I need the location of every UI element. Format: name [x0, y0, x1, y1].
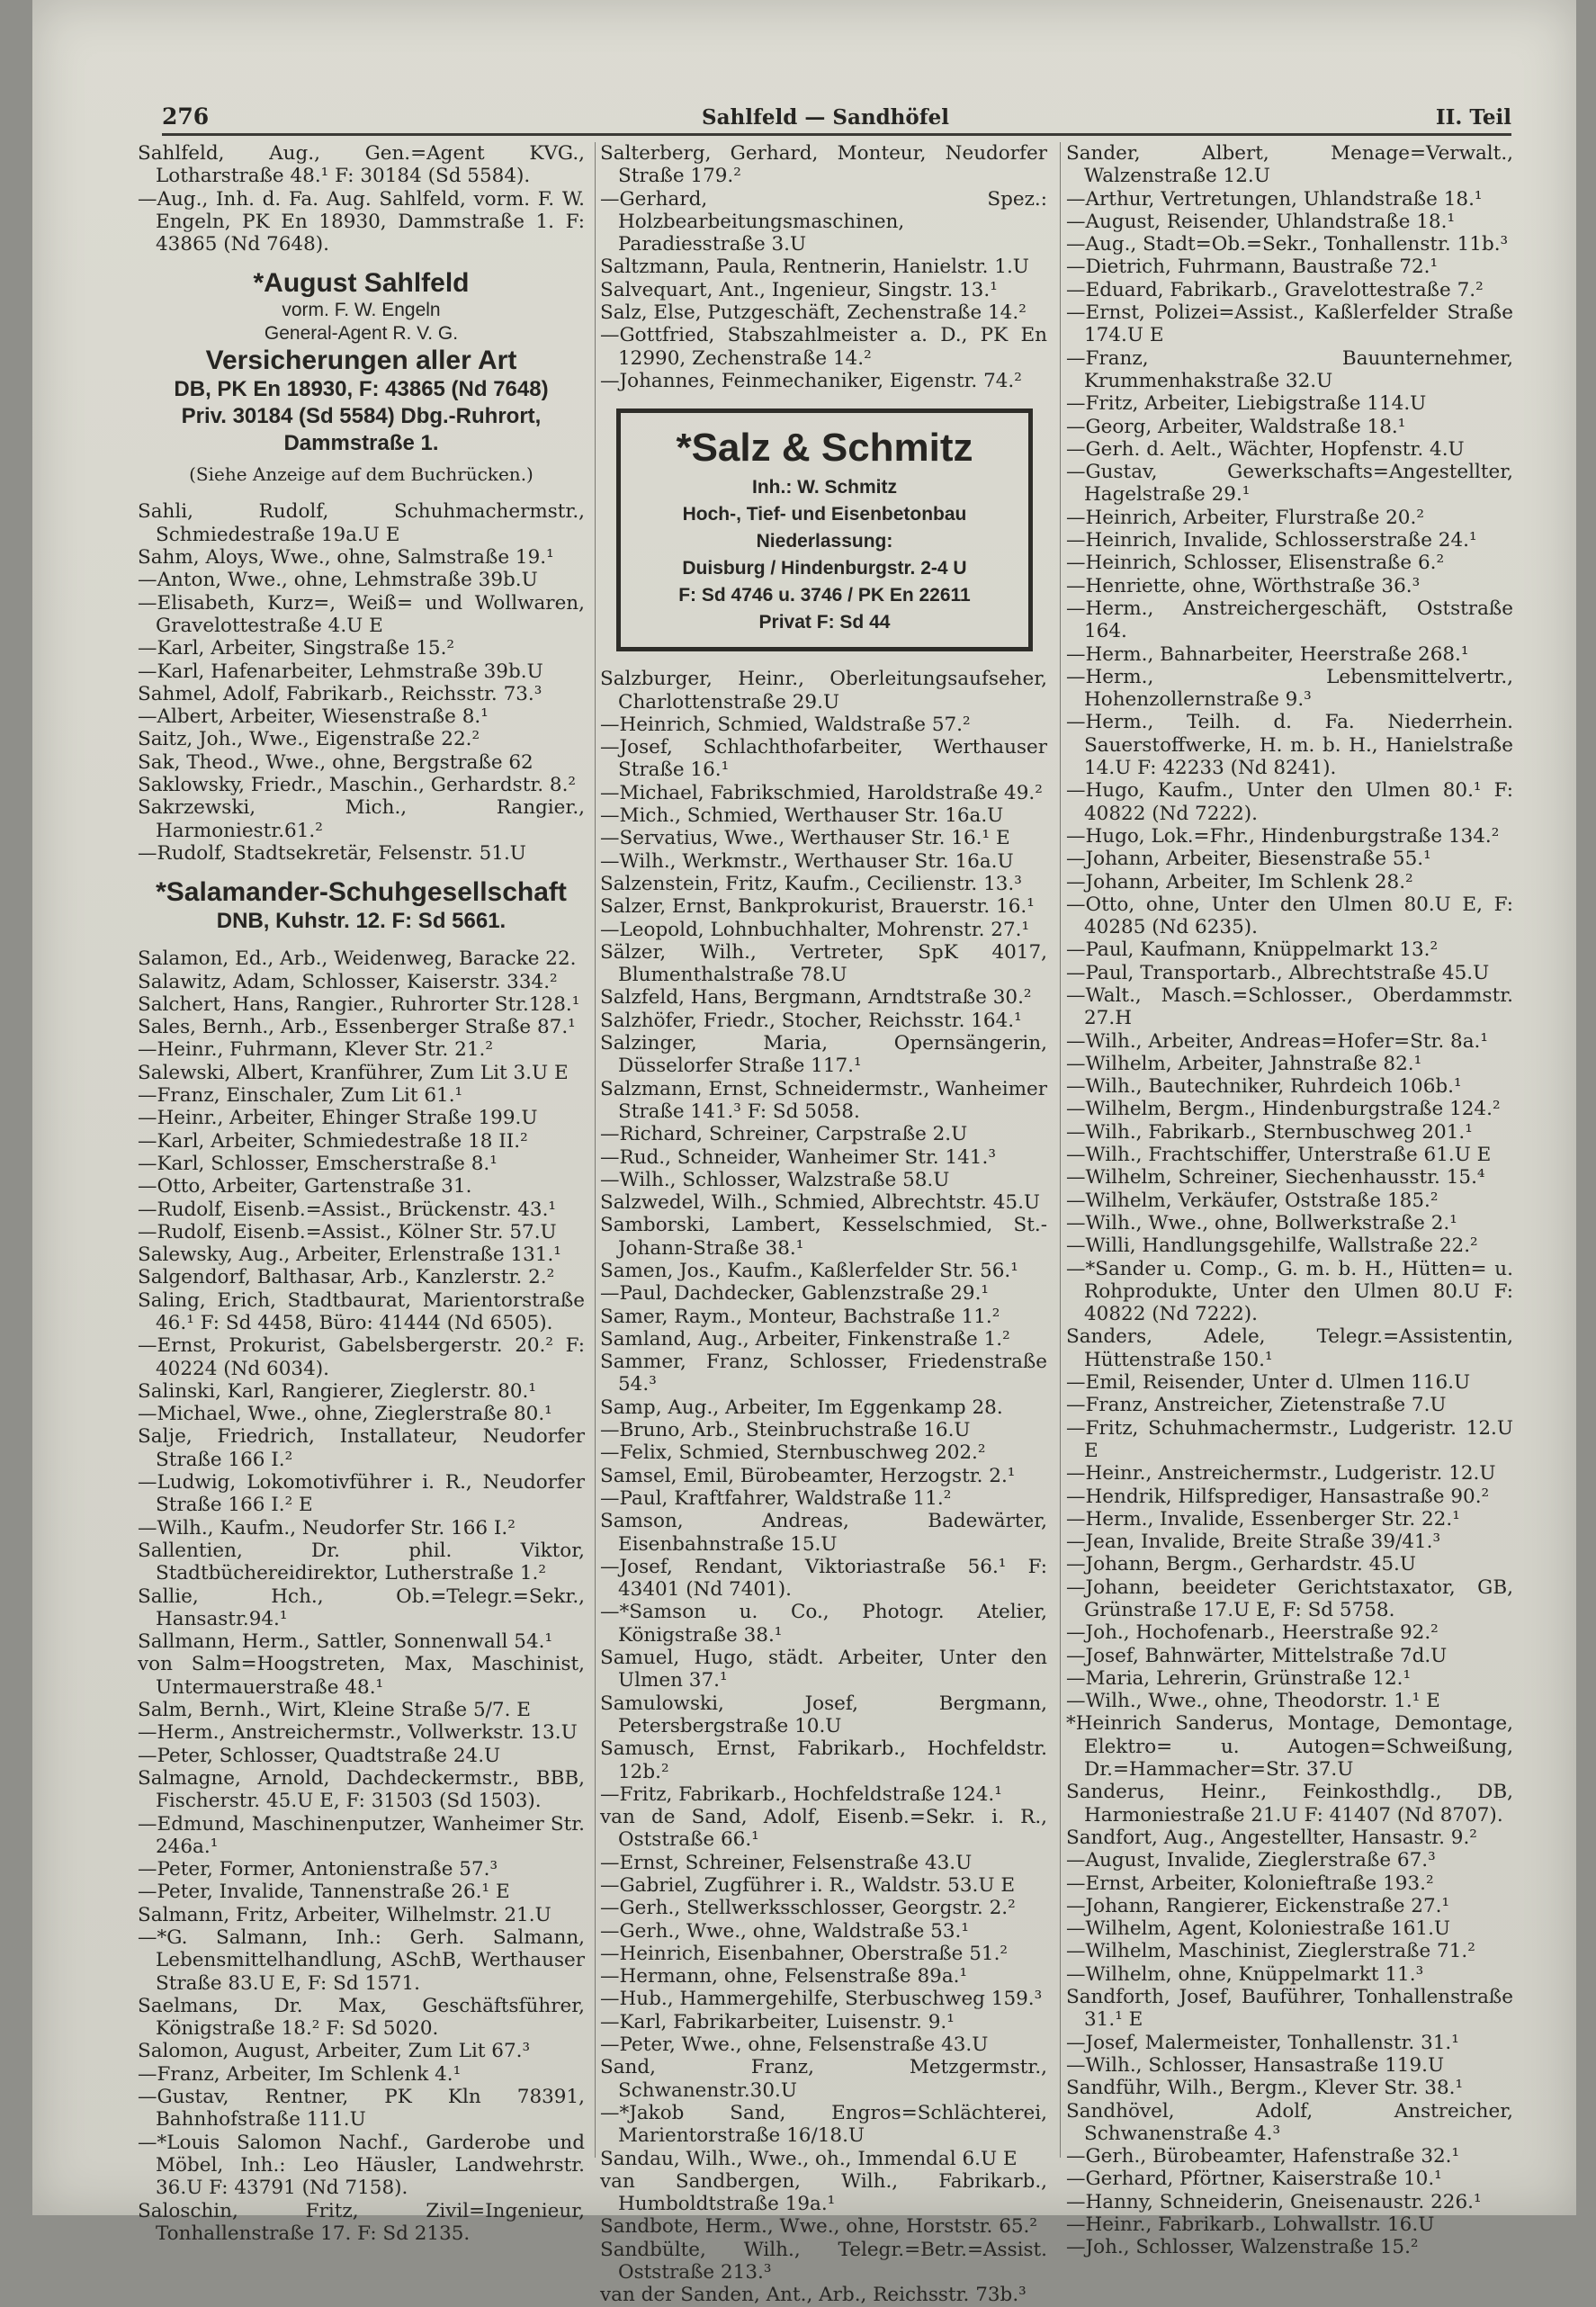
directory-entry: —Heinrich, Schlosser, Elisenstraße 6.²	[1066, 552, 1445, 575]
directory-entry: —Herm., Invalide, Essenberger Str. 22.¹	[1066, 1507, 1460, 1531]
directory-entry: —Franz, Arbeiter, Im Schlenk 4.¹	[138, 2062, 462, 2086]
advert-trade: Hoch-, Tief- und Eisenbetonbau	[682, 504, 967, 525]
directory-entry: —Georg, Arbeiter, Waldstraße 18.¹	[1066, 415, 1406, 438]
directory-entry: —Johann, beeideter Gerichtstaxator, GB, Grünstraße 17.U E, F: Sd 5758.	[1066, 1575, 1513, 1621]
directory-entry: —Ludwig, Lokomotivführer i. R., Neudorfer Straße 166 I.² E	[138, 1471, 585, 1517]
advert-agent: General-Agent R. V. G.	[264, 323, 459, 345]
directory-entry: —Wilh., Schlosser, Hansastraße 119.U	[1066, 2053, 1445, 2077]
directory-entry: —Wilh., Frachtschiffer, Unterstraße 61.U E	[1066, 1144, 1492, 1167]
directory-entry: Samer, Raym., Monteur, Bachstraße 11.²	[600, 1305, 1000, 1328]
directory-entry: Sandfort, Aug., Angestellter, Hansastr. 9.²	[1066, 1826, 1477, 1849]
directory-entry: —Hendrik, Hilfsprediger, Hansastraße 90.²	[1066, 1485, 1490, 1508]
directory-entry: —Edmund, Maschinenputzer, Wanheimer Str. 246a.¹	[138, 1812, 585, 1858]
directory-entry: —Wilhelm, Verkäufer, Oststraße 185.²	[1066, 1189, 1439, 1212]
directory-entry: Samp, Aug., Arbeiter, Im Eggenkamp 28.	[600, 1396, 1003, 1419]
directory-entry: —Otto, Arbeiter, Gartenstraße 31.	[138, 1175, 472, 1198]
advert-private: Privat F: Sd 44	[758, 612, 891, 633]
directory-entry: —Johann, Bergm., Gerhardstr. 45.U	[1066, 1553, 1416, 1576]
advert-vorm: vorm. F. W. Engeln	[282, 300, 441, 321]
directory-entry: Sandbote, Herm., Wwe., ohne, Horststr. 65.²	[600, 2215, 1038, 2239]
directory-entry: Saltzmann, Paula, Rentnerin, Hanielstr. 1.U	[600, 256, 1029, 279]
directory-entry: —Ernst, Arbeiter, Kolonieftraße 193.²	[1066, 1872, 1434, 1895]
directory-entry: —Henriette, ohne, Wörthstraße 36.³	[1066, 574, 1421, 597]
directory-entry: Salzwedel, Wilh., Schmied, Albrechtstr. 45.U	[600, 1191, 1041, 1215]
directory-entry: Salm, Bernh., Wirt, Kleine Straße 5/7. E	[138, 1699, 531, 1722]
column-divider	[595, 142, 596, 2158]
directory-entry: —Gustav, Gewerkschafts=Angestellter, Hagelstraße 29.¹	[1066, 461, 1513, 507]
directory-entry: —Rudolf, Eisenb.=Assist., Kölner Str. 57.U	[138, 1220, 557, 1243]
directory-entry: —Heinrich, Eisenbahner, Oberstraße 51.²	[600, 1942, 1009, 1965]
directory-entry: Sandau, Wilh., Wwe., oh., Immendal 6.U E	[600, 2147, 1018, 2170]
directory-entry: Salterberg, Gerhard, Monteur, Neudorfer Straße 179.²	[600, 142, 1047, 188]
column-2	[600, 142, 1047, 2307]
directory-entry: van de Sand, Adolf, Eisenb.=Sekr. i. R., Oststraße 66.¹	[600, 1806, 1047, 1852]
directory-entry: —Albert, Arbeiter, Wiesenstraße 8.¹	[138, 705, 489, 729]
directory-entry: —*Samson u. Co., Photogr. Atelier, Königstraße 38.¹	[600, 1601, 1047, 1647]
directory-entry: —Wilhelm, ohne, Knüppelmarkt 11.³	[1066, 1962, 1424, 1986]
directory-entry: —Herm., Teilh. d. Fa. Niederrhein. Sauerstoffwerke, H. m. b. H., Hanielstraße 14.U F: 42233 (Nd 8241).	[1066, 711, 1513, 780]
directory-entry: Sahlfeld, Aug., Gen.=Agent KVG., Lotharstraße 48.¹ F: 30184 (Sd 5584).	[138, 142, 585, 188]
directory-entry: —Wilh., Schlosser, Walzstraße 58.U	[600, 1168, 950, 1191]
directory-entry: Salgendorf, Balthasar, Arb., Kanzlerstr. 2.²	[138, 1266, 555, 1289]
directory-entry: —Gustav, Rentner, PK Kln 78391, Bahnhofstraße 111.U	[138, 2086, 585, 2132]
directory-entry: —Fritz, Arbeiter, Liebigstraße 114.U	[1066, 392, 1427, 416]
directory-entry: —Josef, Bahnwärter, Mittelstraße 7d.U	[1066, 1644, 1448, 1667]
directory-entry: Salvequart, Ant., Ingenieur, Singstr. 13.¹	[600, 278, 998, 301]
directory-entry: Salchert, Hans, Rangier., Ruhrorter Str.128.¹	[138, 992, 580, 1016]
directory-entry: Salje, Friedrich, Installateur, Neudorfer Straße 166 I.²	[138, 1425, 585, 1471]
directory-entry: —Mich., Schmied, Werthauser Str. 16a.U	[600, 804, 1004, 828]
directory-entry: —Wilh., Bautechniker, Ruhrdeich 106b.¹	[1066, 1075, 1462, 1099]
directory-entry: —Rudolf, Eisenb.=Assist., Brückenstr. 43.¹	[138, 1198, 557, 1221]
directory-entry: —Wilhelm, Bergm., Hindenburgstraße 124.²	[1066, 1098, 1501, 1121]
advert-branch: Niederlassung:	[756, 531, 893, 552]
advert-line: DNB, Kuhstr. 12. F: Sd 5661.	[216, 909, 507, 934]
directory-entry: —Herm., Anstreichergeschäft, Oststraße 164.	[1066, 597, 1513, 643]
directory-entry: —Herm., Bahnarbeiter, Heerstraße 268.¹	[1066, 642, 1469, 666]
directory-entry: —Dietrich, Fuhrmann, Baustraße 72.¹	[1066, 256, 1439, 279]
directory-entry: —Heinrich, Arbeiter, Flurstraße 20.²	[1066, 506, 1424, 529]
directory-entry: van der Sanden, Ant., Arb., Reichsstr. 73b.³	[600, 2284, 1027, 2307]
directory-entry: —Josef, Rendant, Viktoriastraße 56.¹ F: 43401 (Nd 7401).	[600, 1555, 1047, 1602]
directory-entry: —Ernst, Schreiner, Felsenstraße 43.U	[600, 1851, 973, 1874]
directory-entry: —Joh., Hochofenarb., Heerstraße 92.²	[1066, 1621, 1439, 1645]
directory-entry: Sandbülte, Wilh., Telegr.=Betr.=Assist. Oststraße 213.³	[600, 2238, 1047, 2285]
directory-entry: —Richard, Schreiner, Carpstraße 2.U	[600, 1123, 968, 1146]
directory-entry: Salzinger, Maria, Opernsängerin, Düsselorfer Straße 117.¹	[600, 1032, 1047, 1078]
directory-entry: Sandführ, Wilh., Bergm., Klever Str. 38.¹	[1066, 2077, 1464, 2100]
directory-entry: Sanderus, Heinr., Feinkosthdlg., DB, Harmoniestraße 21.U F: 41407 (Nd 8707).	[1066, 1781, 1513, 1827]
directory-entry: —Paul, Transportarb., Albrechtstraße 45.U	[1066, 961, 1490, 984]
directory-entry: *Heinrich Sanderus, Montage, Demontage, Elektro= u. Autogen=Schweißung, Dr.=Hammacher=Str. 37.U	[1066, 1712, 1513, 1782]
directory-entry: —Rudolf, Stadtsekretär, Felsenstr. 51.U	[138, 841, 526, 865]
directory-entry: —Ernst, Polizei=Assist., Kaßlerfelder Straße 174.U E	[1066, 301, 1513, 347]
directory-entry: —Felix, Schmied, Sternbuschweg 202.²	[600, 1441, 986, 1465]
directory-entry: von Salm=Hoogstreten, Max, Maschinist, Untermauerstraße 48.¹	[138, 1653, 585, 1699]
directory-entry: —Peter, Former, Antonienstraße 57.³	[138, 1858, 498, 1881]
directory-entry: —Herm., Anstreichermstr., Vollwerkstr. 13.U	[138, 1721, 578, 1745]
directory-entry: —Hanny, Schneiderin, Gneisenaustr. 226.¹	[1066, 2190, 1482, 2213]
directory-entry: Sallmann, Herm., Sattler, Sonnenwall 54.¹	[138, 1630, 553, 1654]
directory-entry: Sand, Franz, Metzgermstr., Schwanenstr.30.U	[600, 2056, 1047, 2102]
directory-entry: —Hermann, ohne, Felsenstraße 89a.¹	[600, 1965, 968, 1988]
directory-entry: —Johann, Rangierer, Eickenstraße 27.¹	[1066, 1894, 1450, 1917]
directory-entry: Sander, Albert, Menage=Verwalt., Walzenstraße 12.U	[1066, 142, 1513, 188]
directory-entry: Samsel, Emil, Bürobeamter, Herzogstr. 2.¹	[600, 1464, 1016, 1487]
column-3	[1066, 142, 1513, 2259]
directory-entry: —Wilh., Fabrikarb., Sternbuschweg 201.¹	[1066, 1120, 1473, 1144]
directory-entry: Salzfeld, Hans, Bergmann, Arndtstraße 30.²	[600, 986, 1032, 1010]
directory-entry: —Arthur, Vertretungen, Uhlandstraße 18.¹	[1066, 187, 1483, 211]
directory-entry: —Fritz, Fabrikarb., Hochfeldstraße 124.¹	[600, 1782, 1002, 1806]
directory-entry: —Josef, Schlachthofarbeiter, Werthauser Straße 16.¹	[600, 736, 1047, 782]
directory-entry: —Karl, Hafenarbeiter, Lehmstraße 39b.U	[138, 660, 543, 683]
directory-entry: —Johann, Arbeiter, Biesenstraße 55.¹	[1066, 848, 1431, 871]
directory-entry: —Rud., Schneider, Wanheimer Str. 141.³	[600, 1145, 996, 1169]
directory-entry: Samson, Andreas, Badewärter, Eisenbahnstraße 15.U	[600, 1510, 1047, 1556]
directory-entry: —Wilhelm, Maschinist, Zieglerstraße 71.²	[1066, 1940, 1475, 1963]
directory-entry: Salewski, Albert, Kranführer, Zum Lit 3.U E	[138, 1061, 569, 1084]
directory-entry: —Wilhelm, Agent, Koloniestraße 161.U	[1066, 1917, 1451, 1941]
directory-entry: Sallentien, Dr. phil. Viktor, Stadtbüchereidirektor, Lutherstraße 1.²	[138, 1539, 585, 1585]
directory-entry: Salz, Else, Putzgeschäft, Zechenstraße 14.²	[600, 301, 1027, 325]
directory-entry: Salzer, Ernst, Bankprokurist, Brauerstr. 16.¹	[600, 895, 1035, 919]
header-rule	[162, 133, 1511, 136]
directory-entry: —Gerhard, Pförtner, Kaiserstraße 10.¹	[1066, 2168, 1442, 2191]
directory-entry: —*Jakob Sand, Engros=Schlächterei, Marientorstraße 16/18.U	[600, 2101, 1047, 2148]
directory-entry: —Maria, Lehrerin, Grünstraße 12.¹	[1066, 1666, 1412, 1690]
directory-entry: Sahm, Aloys, Wwe., ohne, Salmstraße 19.¹	[138, 546, 554, 570]
directory-entry: —Michael, Fabrikschmied, Haroldstraße 49.²	[600, 781, 1043, 804]
directory-entry: —Walt., Masch.=Schlosser., Oberdammstr. 27.H	[1066, 983, 1513, 1030]
directory-entry: —*Sander u. Comp., G. m. b. H., Hütten= u. Rohprodukte, Unter den Ulmen 80.U F: 40822 (Nd 7222).	[1066, 1257, 1513, 1326]
directory-entry: —Franz, Bauunternehmer, Krummenhakstraße 32.U	[1066, 346, 1513, 392]
directory-entry: Salewsky, Aug., Arbeiter, Erlenstraße 131.¹	[138, 1243, 561, 1267]
directory-entry: van Sandbergen, Wilh., Fabrikarb., Humboldtstraße 19a.¹	[600, 2169, 1047, 2216]
directory-entry: Salzhöfer, Friedr., Stocher, Reichsstr. 164.¹	[600, 1009, 1022, 1032]
directory-entry: —Ernst, Prokurist, Gabelsbergerstr. 20.² F: 40224 (Nd 6034).	[138, 1334, 585, 1380]
directory-entry: —Heinrich, Schmied, Waldstraße 57.²	[600, 713, 971, 736]
directory-entry: —Wilh., Kaufm., Neudorfer Str. 166 I.²	[138, 1516, 516, 1539]
directory-entry: —Paul, Kraftfahrer, Waldstraße 11.²	[600, 1486, 952, 1510]
directory-entry: —Paul, Dachdecker, Gablenzstraße 29.¹	[600, 1282, 990, 1306]
directory-entry: —Heinr., Anstreichermstr., Ludgeristr. 12.U	[1066, 1462, 1496, 1486]
directory-entry: Samland, Aug., Arbeiter, Finkenstraße 1.²	[600, 1327, 1010, 1351]
directory-entry: —Jean, Invalide, Breite Straße 39/41.³	[1066, 1531, 1441, 1554]
directory-entry: Samusch, Ernst, Fabrikarb., Hochfeldstr. 12b.²	[600, 1737, 1047, 1783]
column-divider	[1060, 142, 1061, 2158]
directory-entry: —Wilh., Werkmstr., Werthauser Str. 16a.U	[600, 849, 1014, 873]
directory-entry: —Gerh., Bürobeamter, Hafenstraße 32.¹	[1066, 2145, 1460, 2168]
directory-entry: —Hub., Hammergehilfe, Sterbuschweg 159.³	[600, 1988, 1043, 2011]
page-title: Sahlfeld — Sandhöfel	[702, 105, 949, 130]
directory-entry: —Gerh., Wwe., ohne, Waldstraße 53.¹	[600, 1919, 969, 1943]
directory-entry: —Peter, Invalide, Tannenstraße 26.¹ E	[138, 1881, 510, 1904]
directory-entry: —Gerh., Stellwerksschlosser, Georgstr. 2.²	[600, 1897, 1016, 1920]
directory-entry: Salzmann, Ernst, Schneidermstr., Wanheimer Straße 141.³ F: Sd 5058.	[600, 1077, 1047, 1123]
directory-entry: Sälzer, Wilh., Vertreter, SpK 4017, Blumenthalstraße 78.U	[600, 940, 1047, 987]
directory-entry: —Elisabeth, Kurz=, Weiß= und Wollwaren, Gravelottestraße 4.U E	[138, 591, 585, 637]
directory-entry: —Karl, Arbeiter, Singstraße 15.²	[138, 637, 455, 660]
salz-schmitz-advert	[616, 408, 1033, 651]
directory-entry: Salinski, Karl, Rangierer, Zieglerstr. 80.¹	[138, 1379, 536, 1403]
directory-entry: Saklowsky, Friedr., Maschin., Gerhardstr. 8.²	[138, 774, 577, 797]
directory-entry: —Peter, Schlosser, Quadtstraße 24.U	[138, 1744, 501, 1767]
part-label: II. Teil	[1435, 105, 1511, 130]
directory-entry: Sak, Theod., Wwe., ohne, Bergstraße 62	[138, 750, 533, 774]
directory-entry: —Aug., Inh. d. Fa. Aug. Sahlfeld, vorm. F. W. Engeln, PK En 18930, Dammstraße 1. F: 43865 (Nd 7648).	[138, 187, 585, 256]
directory-entry: Sammer, Franz, Schlosser, Friedenstraße 54.³	[600, 1351, 1047, 1396]
directory-entry: —August, Invalide, Zieglerstraße 67.³	[1066, 1849, 1436, 1872]
directory-entry: —Paul, Kaufmann, Knüppelmarkt 13.²	[1066, 938, 1439, 962]
advert-headline: Versicherungen aller Art	[205, 346, 517, 376]
directory-entry: —Bruno, Arb., Steinbruchstraße 16.U	[600, 1419, 971, 1442]
directory-entry: —Wilhelm, Schreiner, Siechenhausstr. 15.⁴	[1066, 1166, 1485, 1189]
directory-entry: —Franz, Einschaler, Zum Lit 61.¹	[138, 1084, 463, 1108]
directory-entry: —Anton, Wwe., ohne, Lehmstraße 39b.U	[138, 569, 538, 592]
directory-entry: Salzenstein, Fritz, Kaufm., Cecilienstr. 13.³	[600, 872, 1022, 895]
directory-entry: —Emil, Reisender, Unter d. Ulmen 116.U	[1066, 1371, 1471, 1395]
directory-entry: —Karl, Schlosser, Emscherstraße 8.¹	[138, 1152, 498, 1175]
directory-entry: Sahmel, Adolf, Fabrikarb., Reichsstr. 73.³	[138, 682, 542, 705]
directory-entry: Sallie, Hch., Ob.=Telegr.=Sekr., Hansastr.94.¹	[138, 1584, 585, 1630]
advert-owner: Inh.: W. Schmitz	[752, 477, 897, 498]
advert-phone: F: Sd 4746 u. 3746 / PK En 22611	[678, 585, 971, 606]
directory-entry: —Heinr., Fabrikarb., Lohwallstr. 16.U	[1066, 2213, 1435, 2237]
advert-note: (Siehe Anzeige auf dem Buchrücken.)	[189, 463, 533, 486]
directory-entry: Sandforth, Josef, Bauführer, Tonhallenstraße 31.¹ E	[1066, 1986, 1513, 2032]
advert-name: *Salz & Schmitz	[676, 426, 973, 471]
directory-entry: —Wilh., Arbeiter, Andreas=Hofer=Str. 8a.¹	[1066, 1029, 1489, 1053]
directory-entry: —Wilhelm, Arbeiter, Jahnstraße 82.¹	[1066, 1052, 1422, 1075]
directory-entry: —Heinr., Arbeiter, Ehinger Straße 199.U	[138, 1107, 538, 1130]
directory-entry: —Michael, Wwe., ohne, Zieglerstraße 80.¹	[138, 1403, 552, 1426]
directory-entry: —Gerh. d. Aelt., Wächter, Hopfenstr. 4.U	[1066, 437, 1465, 461]
directory-entry: —Otto, ohne, Unter den Ulmen 80.U E, F: 40285 (Nd 6235).	[1066, 893, 1513, 939]
directory-entry: —Herm., Lebensmittelvertr., Hohenzollernstraße 9.³	[1066, 665, 1513, 712]
directory-entry: Salmann, Fritz, Arbeiter, Wilhelmstr. 21.U	[138, 1903, 551, 1926]
advert-address: Duisburg / Hindenburgstr. 2-4 U	[682, 558, 967, 579]
directory-entry: —Aug., Stadt=Ob.=Sekr., Tonhallenstr. 11b.³	[1066, 233, 1509, 256]
directory-entry: —Eduard, Fabrikarb., Gravelottestraße 7.²	[1066, 278, 1484, 301]
directory-entry: —Peter, Wwe., ohne, Felsenstraße 43.U	[600, 2033, 989, 2057]
directory-entry: —*Louis Salomon Nachf., Garderobe und Möbel, Inh.: Leo Häusler, Landwehrstr. 36.U F: 43791 (Nd 7158).	[138, 2131, 585, 2200]
sahlfeld-advert	[138, 268, 585, 488]
directory-entry: Samborski, Lambert, Kesselschmied, St.-Johann-Straße 38.¹	[600, 1214, 1047, 1260]
directory-entry: Sakrzewski, Mich., Rangier., Harmoniestr.61.²	[138, 796, 585, 842]
directory-entry: —Gabriel, Zugführer i. R., Waldstr. 53.U E	[600, 1874, 1016, 1897]
directory-entry: —Wilh., Wwe., ohne, Bollwerkstraße 2.¹	[1066, 1211, 1457, 1234]
directory-entry: —*G. Salmann, Inh.: Gerh. Salmann, Lebensmittelhandlung, ASchB, Werthauser Straße 83.U E, F: Sd 1571.	[138, 1926, 585, 1995]
page-number: 276	[162, 103, 210, 130]
directory-entry: Sahli, Rudolf, Schuhmachermstr., Schmiedestraße 19a.U E	[138, 500, 585, 546]
directory-entry: Salzburger, Heinr., Oberleitungsaufseher, Charlottenstraße 29.U	[600, 668, 1047, 714]
directory-entry: Saelmans, Dr. Max, Geschäftsführer, Königstraße 18.² F: Sd 5020.	[138, 1994, 585, 2041]
directory-entry: —Karl, Fabrikarbeiter, Luisenstr. 9.¹	[600, 2010, 955, 2033]
directory-entry: Sales, Bernh., Arb., Essenberger Straße 87.¹	[138, 1016, 576, 1039]
directory-entry: —Josef, Malermeister, Tonhallenstr. 31.¹	[1066, 2031, 1459, 2054]
directory-entry: Salomon, August, Arbeiter, Zum Lit 67.³	[138, 2040, 531, 2063]
directory-entry: Sandhövel, Adolf, Anstreicher, Schwanenstraße 4.³	[1066, 2099, 1513, 2145]
directory-entry: Samuel, Hugo, städt. Arbeiter, Unter den Ulmen 37.¹	[600, 1647, 1047, 1692]
salamander-advert	[138, 877, 585, 935]
directory-entry: Saloschin, Fritz, Zivil=Ingenieur, Tonhallenstraße 17. F: Sd 2135.	[138, 2199, 585, 2245]
directory-entry: —Heinrich, Invalide, Schlosserstraße 24.¹	[1066, 529, 1477, 552]
directory-entry: Samulowski, Josef, Bergmann, Petersbergstraße 10.U	[600, 1692, 1047, 1737]
advert-line: Priv. 30184 (Sd 5584) Dbg.-Ruhrort,	[181, 404, 542, 429]
directory-entry: Saitz, Joh., Wwe., Eigenstraße 22.²	[138, 728, 480, 751]
directory-entry: —Franz, Anstreicher, Zietenstraße 7.U	[1066, 1394, 1447, 1417]
directory-entry: —Johannes, Feinmechaniker, Eigenstr. 74.²	[600, 369, 1022, 392]
advert-name: *Salamander-Schuhgesellschaft	[156, 877, 567, 908]
directory-entry: —Wilh., Wwe., ohne, Theodorstr. 1.¹ E	[1066, 1690, 1440, 1713]
advert-line: DB, PK En 18930, F: 43865 (Nd 7648)	[174, 377, 549, 402]
directory-entry: —Heinr., Fuhrmann, Klever Str. 21.²	[138, 1038, 493, 1062]
directory-entry: —Hugo, Lok.=Fhr., Hindenburgstraße 134.²	[1066, 824, 1500, 848]
directory-entry: —Willi, Handlungsgehilfe, Wallstraße 22.²	[1066, 1234, 1478, 1258]
directory-entry: —August, Reisender, Uhlandstraße 18.¹	[1066, 210, 1456, 233]
directory-entry: —Johann, Arbeiter, Im Schlenk 28.²	[1066, 870, 1413, 893]
directory-entry: —Karl, Arbeiter, Schmiedestraße 18 II.²	[138, 1129, 528, 1153]
directory-entry: —Leopold, Lohnbuchhalter, Mohrenstr. 27.¹	[600, 918, 1030, 941]
directory-entry: —Servatius, Wwe., Werthauser Str. 16.¹ E	[600, 827, 1010, 850]
directory-entry: —Fritz, Schuhmachermstr., Ludgeristr. 12.U E	[1066, 1416, 1513, 1462]
directory-entry: —Gottfried, Stabszahlmeister a. D., PK En 12990, Zechenstraße 14.²	[600, 324, 1047, 370]
directory-entry: Sanders, Adele, Telegr.=Assistentin, Hüttenstraße 150.¹	[1066, 1325, 1513, 1371]
directory-entry: Salawitz, Adam, Schlosser, Kaiserstr. 334.²	[138, 970, 558, 993]
directory-entry: Samen, Jos., Kaufm., Kaßlerfelder Str. 56.¹	[600, 1259, 1018, 1282]
directory-entry: —Hugo, Kaufm., Unter den Ulmen 80.¹ F: 40822 (Nd 7222).	[1066, 779, 1513, 825]
advert-line: Dammstraße 1.	[283, 431, 439, 456]
directory-entry: Salmagne, Arnold, Dachdeckermstr., BBB, Fischerstr. 45.U E, F: 31503 (Sd 1503).	[138, 1766, 585, 1813]
directory-entry: Salamon, Ed., Arb., Weidenweg, Baracke 22.	[138, 947, 577, 971]
directory-entry: —Joh., Schlosser, Walzenstraße 15.²	[1066, 2236, 1419, 2259]
directory-entry: —Gerhard, Spez.: Holzbearbeitungsmaschinen, Paradiesstraße 3.U	[600, 187, 1047, 256]
directory-entry: Saling, Erich, Stadtbaurat, Marientorstraße 46.¹ F: Sd 4458, Büro: 41444 (Nd 6505).	[138, 1288, 585, 1334]
advert-name: *August Sahlfeld	[253, 268, 470, 299]
column-1	[138, 142, 585, 2245]
